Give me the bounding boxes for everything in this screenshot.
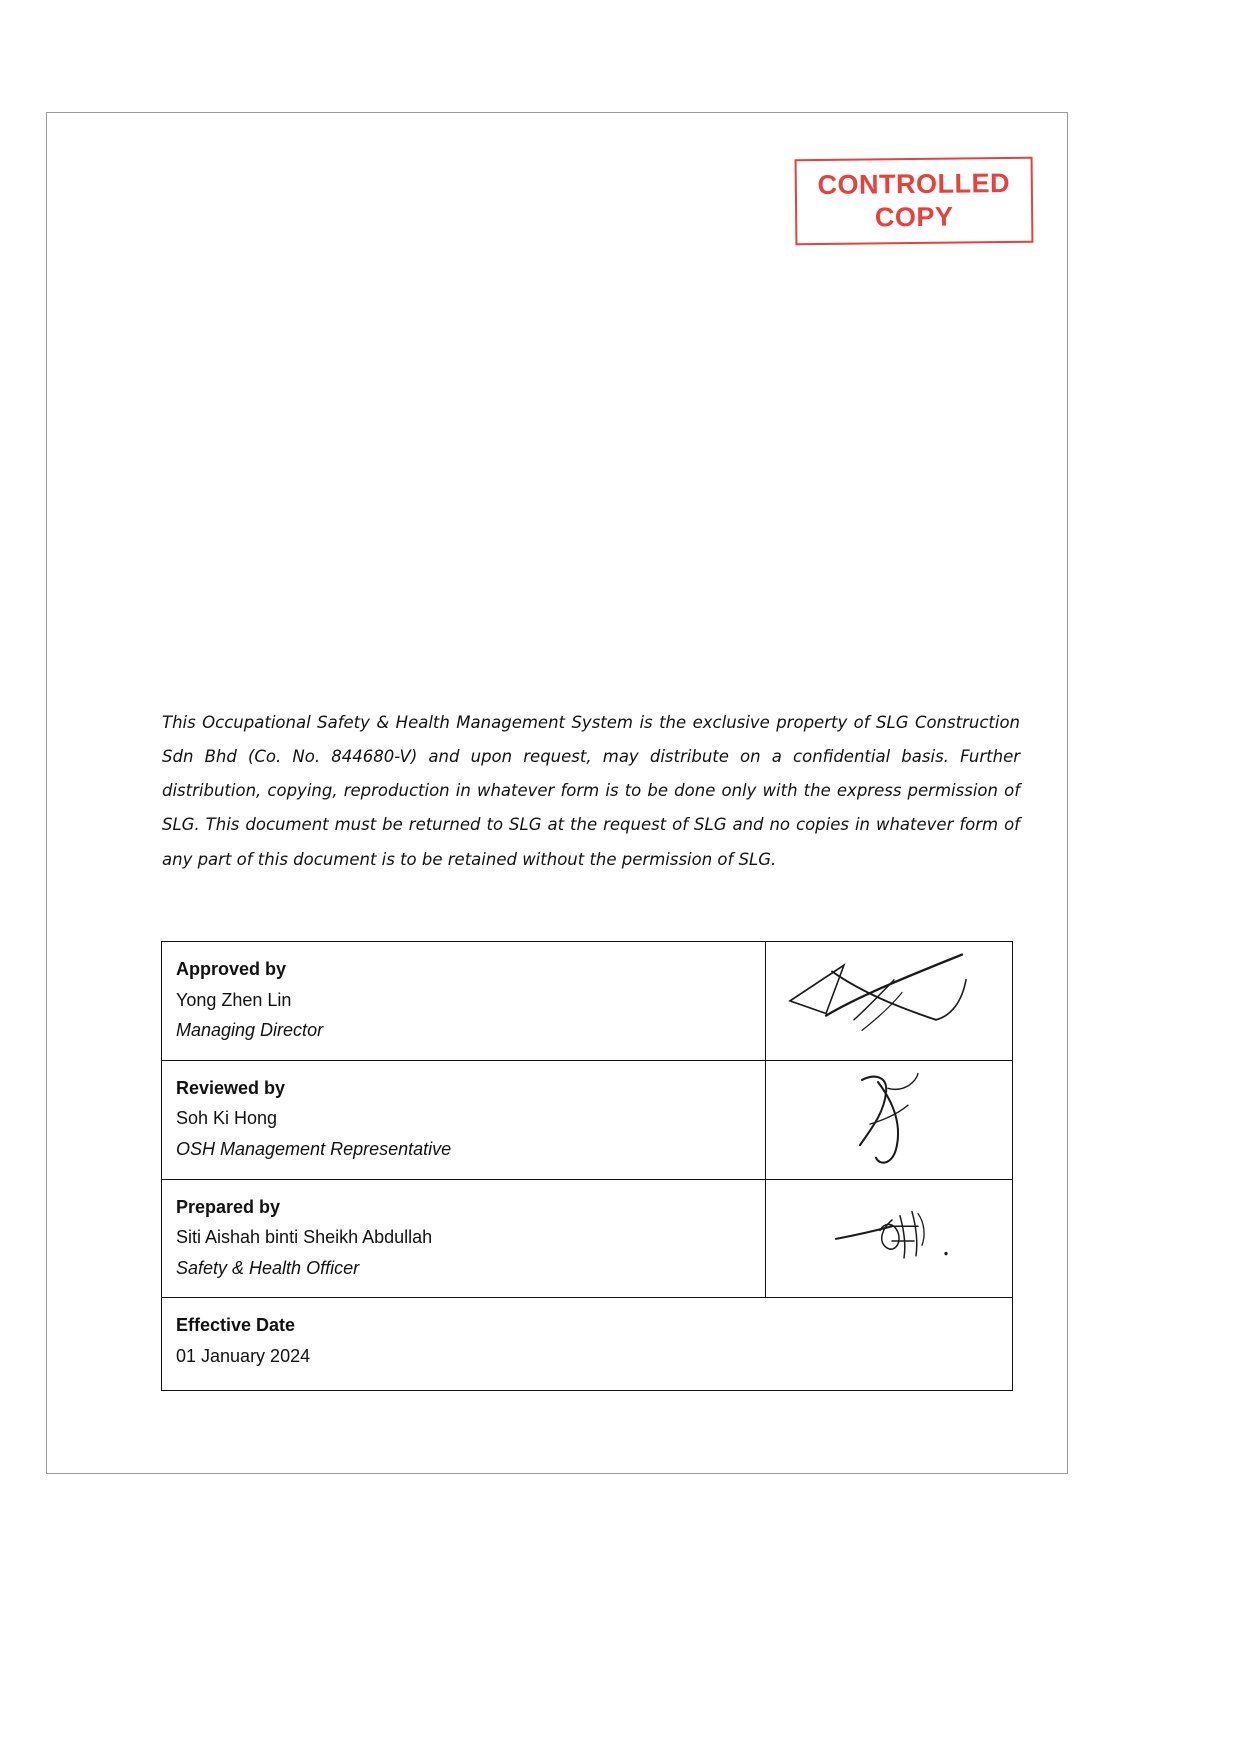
approved-by-title: Approved by xyxy=(176,959,287,979)
effective-date-value: 01 January 2024 xyxy=(176,1345,311,1366)
controlled-copy-stamp xyxy=(795,157,1034,245)
table-row xyxy=(162,1060,1013,1179)
reviewed-by-cell xyxy=(162,1060,766,1179)
prepared-by-cell xyxy=(162,1179,766,1298)
approved-by-signature-cell xyxy=(766,942,1013,1061)
effective-date-title: Effective Date xyxy=(176,1315,296,1336)
table-row xyxy=(162,942,1013,1061)
signature-ink-icon xyxy=(766,1061,1012,1179)
prepared-by-name: Siti Aishah binti Sheikh Abdullah xyxy=(176,1227,433,1248)
disclaimer-text: This Occupational Safety & Health Management System is the exclusive property of SLG Construction Sdn Bhd (Co. No. 844680-V) and upon request, may distribute on a confidential basis. Further distribution, copying, reproduction in whatever form is to be done only with the express permission of SLG. This document must be returned to SLG at the request of SLG and no copies in whatever form of any part of this document is to be retained without the permission of SLG. xyxy=(162,713,1020,869)
table-row xyxy=(162,1179,1013,1298)
stamp-line-2: COPY xyxy=(874,201,954,233)
approved-by-name: Yong Zhen Lin xyxy=(176,989,292,1010)
signature-ink-icon xyxy=(766,942,1012,1060)
approved-by-position: Managing Director xyxy=(176,1020,324,1041)
prepared-by-position: Safety & Health Officer xyxy=(176,1257,360,1278)
effective-date-cell xyxy=(162,1298,1013,1390)
stamp-line-1: CONTROLLED xyxy=(817,168,1011,201)
signature-ink-icon xyxy=(766,1180,1012,1298)
reviewed-by-signature-cell xyxy=(766,1060,1013,1179)
reviewed-by-title: Reviewed by xyxy=(176,1077,286,1098)
reviewed-by-name: Soh Ki Hong xyxy=(176,1108,278,1129)
prepared-by-signature-cell xyxy=(766,1179,1013,1298)
approved-by-cell xyxy=(162,942,766,1061)
document-page xyxy=(46,112,1068,1474)
reviewed-by-position: OSH Management Representative xyxy=(176,1138,452,1159)
signature-table xyxy=(161,941,1013,1391)
prepared-by-title: Prepared by xyxy=(176,1196,281,1217)
table-row xyxy=(162,1298,1013,1390)
